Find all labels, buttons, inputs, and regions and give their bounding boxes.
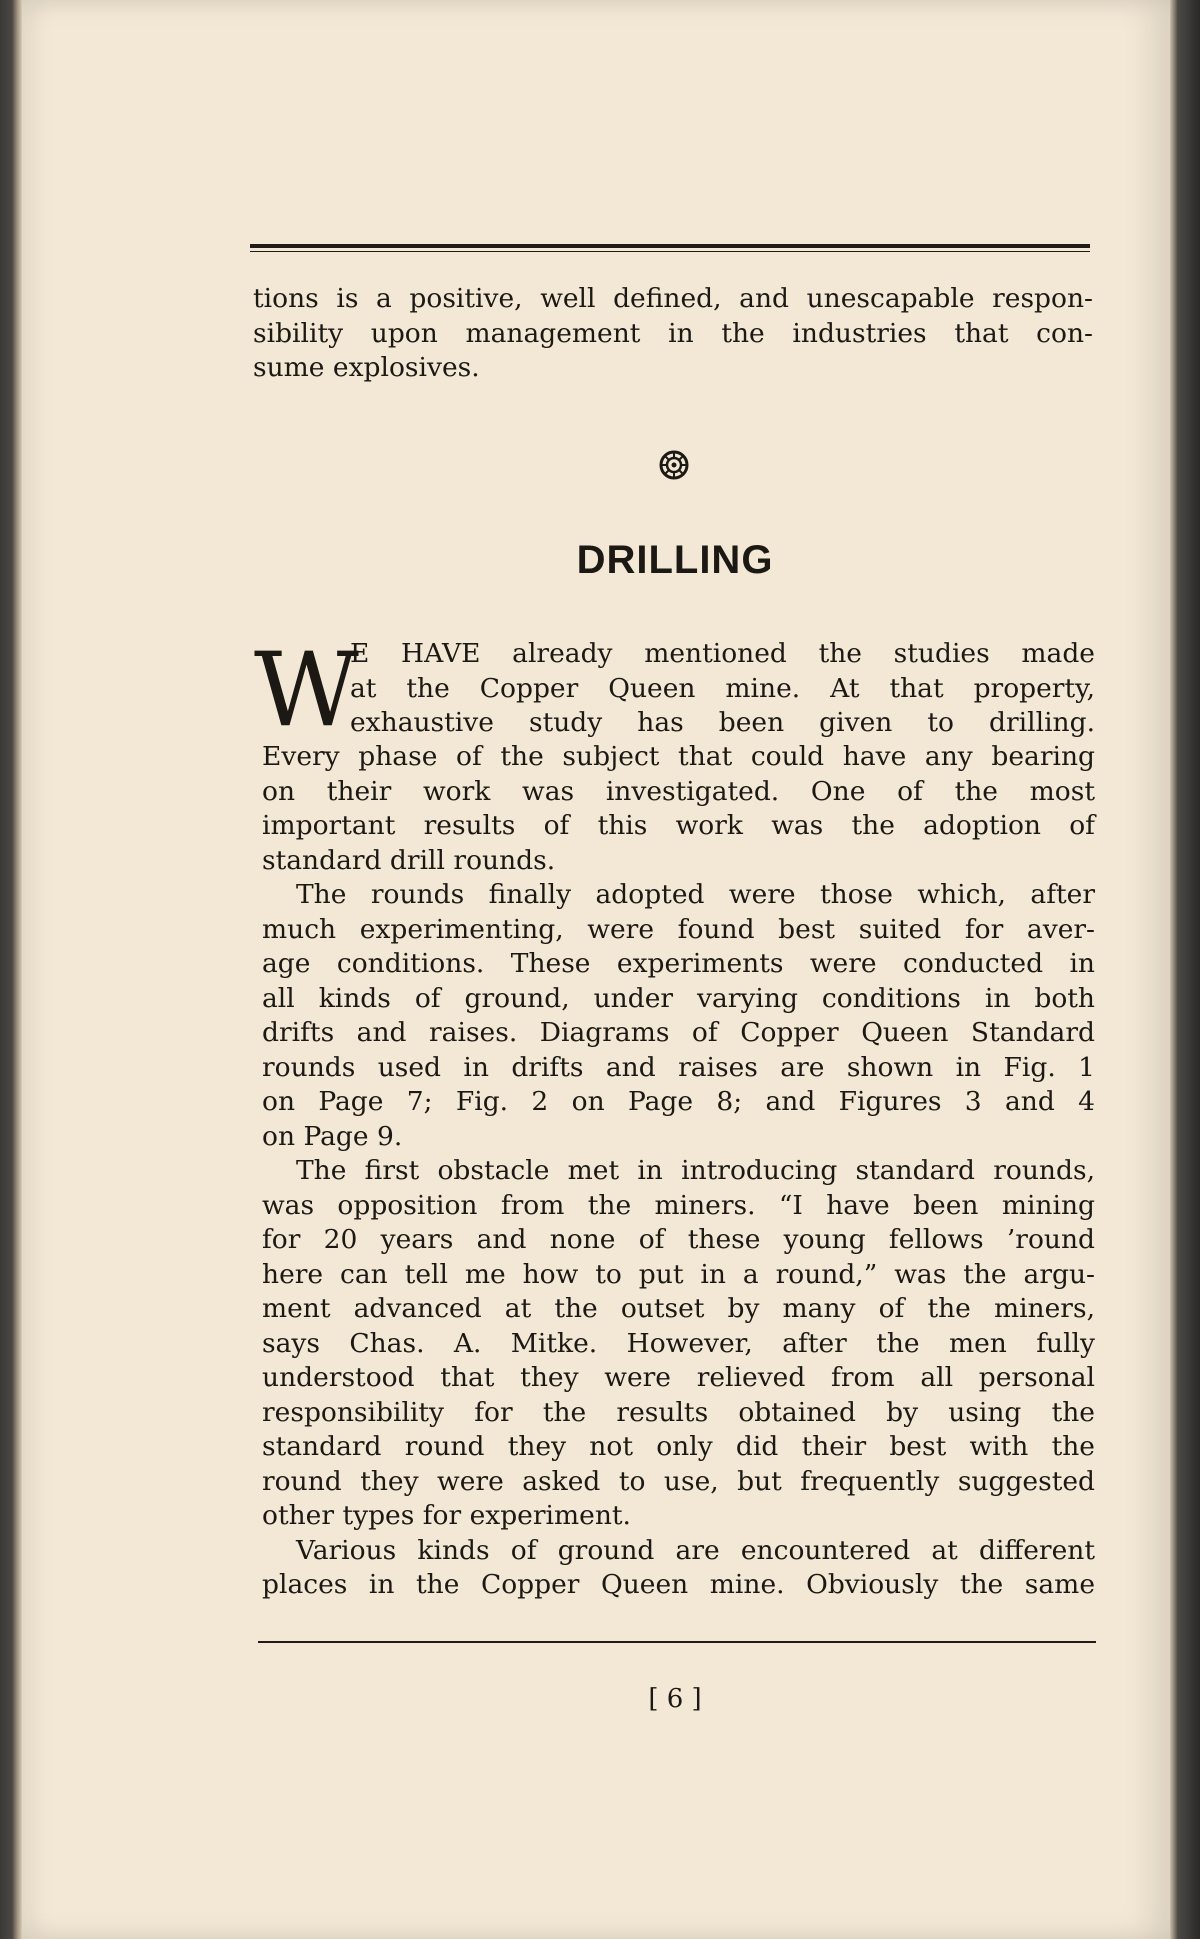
body-line: on their work was investigated. One of the most	[262, 775, 1095, 807]
body-line: understood that they were relieved from all personal	[262, 1362, 1095, 1393]
body-line: The rounds finally adopted were those which, after	[296, 879, 1095, 910]
intro-line: sume explosives.	[253, 352, 480, 383]
body-line: for 20 years and none of these young fellows ’round	[262, 1224, 1095, 1255]
lead-paragraph	[350, 637, 1095, 741]
body-line: standard round they not only did their best with the	[262, 1431, 1095, 1462]
book-spine-edge	[0, 0, 22, 1939]
body-line: all kinds of ground, under varying conditions in both	[262, 982, 1095, 1014]
body-line: drifts and raises. Diagrams of Copper Queen Standard	[262, 1017, 1095, 1048]
body-line: was opposition from the miners. “I have been mining	[262, 1189, 1095, 1221]
rose-ornament-icon	[657, 448, 691, 482]
body-line: responsibility for the results obtained by using the	[262, 1396, 1095, 1428]
body-line: rounds used in drifts and raises are shown in Fig. 1	[262, 1051, 1095, 1083]
body-line: round they were asked to use, but frequently suggested	[262, 1465, 1095, 1497]
intro-paragraph	[253, 282, 1093, 386]
body-line: Every phase of the subject that could have any bearing	[262, 741, 1095, 772]
body-line: ment advanced at the outset by many of the miners,	[262, 1293, 1095, 1324]
body-text	[262, 740, 1095, 1603]
intro-line: sibility upon management in the industries that con-	[253, 317, 1093, 349]
body-line: on Page 9.	[262, 1120, 403, 1152]
drop-cap: W	[254, 631, 359, 750]
section-heading: DRILLING	[576, 538, 774, 582]
body-line: much experimenting, were found best suited for aver-	[262, 913, 1095, 945]
body-line: Various kinds of ground are encountered at different	[296, 1534, 1095, 1566]
body-line: age conditions. These experiments were conducted in	[262, 948, 1095, 979]
lead-line: exhaustive study has been given to drilling.	[350, 707, 1095, 738]
top-double-rule	[250, 244, 1090, 252]
page-number: [ 6 ]	[648, 1684, 702, 1714]
body-line: important results of this work was the adoption of	[262, 810, 1095, 841]
body-line: here can tell me how to put in a round,” was the argu-	[262, 1258, 1095, 1290]
body-line: other types for experiment.	[262, 1500, 631, 1531]
lead-line: at the Copper Queen mine. At that property,	[350, 672, 1095, 704]
book-cover-edge	[1170, 0, 1200, 1939]
lead-line: E HAVE already mentioned the studies made	[350, 638, 1095, 669]
body-line: standard drill rounds.	[262, 844, 556, 876]
bottom-rule	[258, 1641, 1096, 1643]
body-line: says Chas. A. Mitke. However, after the men fully	[262, 1327, 1095, 1359]
body-line: The first obstacle met in introducing standard rounds,	[296, 1155, 1095, 1186]
intro-line: tions is a positive, well defined, and unescapable respon-	[253, 283, 1093, 314]
body-line: places in the Copper Queen mine. Obviously the same	[262, 1569, 1095, 1600]
body-line: on Page 7; Fig. 2 on Page 8; and Figures 3 and 4	[262, 1086, 1095, 1117]
